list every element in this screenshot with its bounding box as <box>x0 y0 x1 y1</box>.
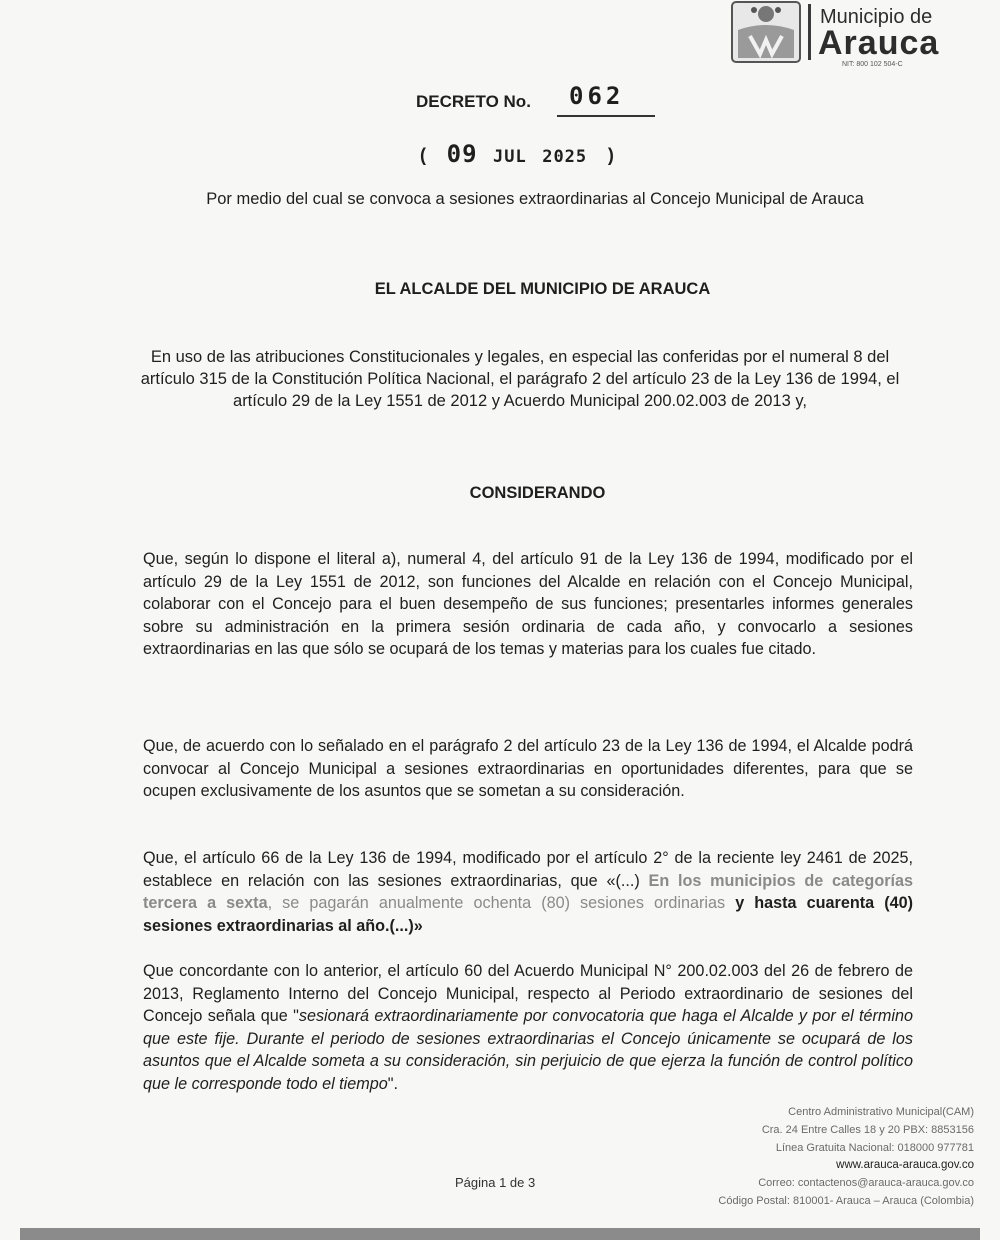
paragraph-4-end: ". <box>387 1074 399 1093</box>
contact-block <box>718 1104 974 1211</box>
page-number: Página 1 de 3 <box>455 1175 536 1190</box>
mayor-title: EL ALCALDE DEL MUNICIPIO DE ARAUCA <box>374 280 711 298</box>
logo-divider <box>808 4 811 60</box>
paragraph-4-quote: sesionará extraordinariamente por convocatoria que haga el Alcalde y por el término que este fije. Durante el periodo de sesiones extraordinarias el Concejo únicamente se ocupará de los asuntos que el Alcalde someta a su consideración, sin perjuicio de que ejerza la función de control político que le corresponde todo el tiempo <box>143 1007 913 1093</box>
contact-address: Cra. 24 Entre Calles 18 y 20 PBX: 8853156 <box>761 1123 974 1136</box>
intro-paragraph: En uso de las atribuciones Constitucionales y legales, en especial las conferidas por el numeral 8 del artículo 315 de la Constitución Política Nacional, el parágrafo 2 del artículo 23 de la Ley 136 de 1994, el artículo 29 de la Ley 1551 de 2012 y Acuerdo Municipal 200.02.003 de 2013 y, <box>140 348 900 410</box>
considerando-paragraph-3 <box>143 847 913 937</box>
contact-website-link[interactable]: www.arauca-arauca.gov.co <box>836 1159 974 1172</box>
decree-number: 062 <box>557 82 655 117</box>
logo-nit: NIT: 800 102 504-C <box>842 61 903 68</box>
considerando-paragraph-2: Que, de acuerdo con lo señalado en el parágrafo 2 del artículo 23 de la Ley 136 de 1994, el Alcalde podrá convocar al Concejo Municipal a sesiones extraordinarias en oportunidades diferentes, para que se ocupen exclusivamente de los asuntos que se sometan a su consideración. <box>143 737 913 800</box>
paragraph-4-text: Que concordante con lo anterior, el artículo 60 del Acuerdo Municipal N° 200.02.003 del 26 de febrero de 2013, Reglamento Interno del Concejo Municipal, respecto al Periodo extraordinario de sesiones del Concejo señala que " <box>143 962 913 1025</box>
scan-edge-divider <box>20 1228 980 1240</box>
date-month: JUL <box>493 147 527 167</box>
municipality-logo <box>730 0 980 70</box>
decree-label: DECRETO No. <box>416 92 531 111</box>
decree-date <box>420 140 614 169</box>
date-year: 2025 <box>542 147 588 167</box>
date-close-paren: ) <box>607 145 614 166</box>
considerando-paragraph-1: Que, según lo dispone el literal a), numeral 4, del artículo 91 de la Ley 136 de 1994, modificado por el artículo 29 de la Ley 1551 de 2012, son funciones del Alcalde en relación con el Concejo Municipal, colaborar con el Concejo para el buen desempeño de sus funciones; presentarles informes generales sobre su administración en la primera sesión ordinaria de cada año, y convocarlo a sesiones extraordinarias en las que sólo se ocupará de los temas y materias para los cuales fue citado. <box>143 550 913 658</box>
considerando-paragraph-4 <box>143 960 913 1095</box>
contact-email: Correo: contactenos@arauca-arauca.gov.co <box>758 1177 974 1190</box>
paragraph-3-text: Que, el artículo 66 de la Ley 136 de 1994, modificado por el artículo 2° de la reciente ley 2461 de 2025, establece en relación con las sesiones extraordinarias, que «(...) <box>143 849 913 890</box>
date-open-paren: ( <box>420 145 426 166</box>
arauca-shield-icon <box>730 0 802 64</box>
logo-municipio-text: Municipio de <box>820 6 933 28</box>
date-stamp <box>433 140 601 168</box>
paragraph-3-quote: , se pagarán anualmente ochenta (80) sesiones ordinarias <box>267 894 726 912</box>
paragraph-3-quote-end: y hasta cuarenta (40) sesiones extraordinarias al año.(...)» <box>143 894 913 935</box>
paragraph-3-quote-bold: En los municipios de categorías tercera a sexta <box>143 871 914 912</box>
decree-subject: Por medio del cual se convoca a sesiones extraordinarias al Concejo Municipal de Arauca <box>206 190 864 208</box>
contact-cam: Centro Administrativo Municipal(CAM) <box>788 1106 974 1118</box>
contact-hotline: Línea Gratuita Nacional: 018000 977781 <box>775 1141 974 1154</box>
logo-arauca-text: Arauca <box>818 24 940 62</box>
date-day: 09 <box>446 140 478 168</box>
considerando-heading: CONSIDERANDO <box>469 484 606 502</box>
contact-postal: Código Postal: 810001- Arauca – Arauca (Colombia) <box>718 1194 974 1207</box>
